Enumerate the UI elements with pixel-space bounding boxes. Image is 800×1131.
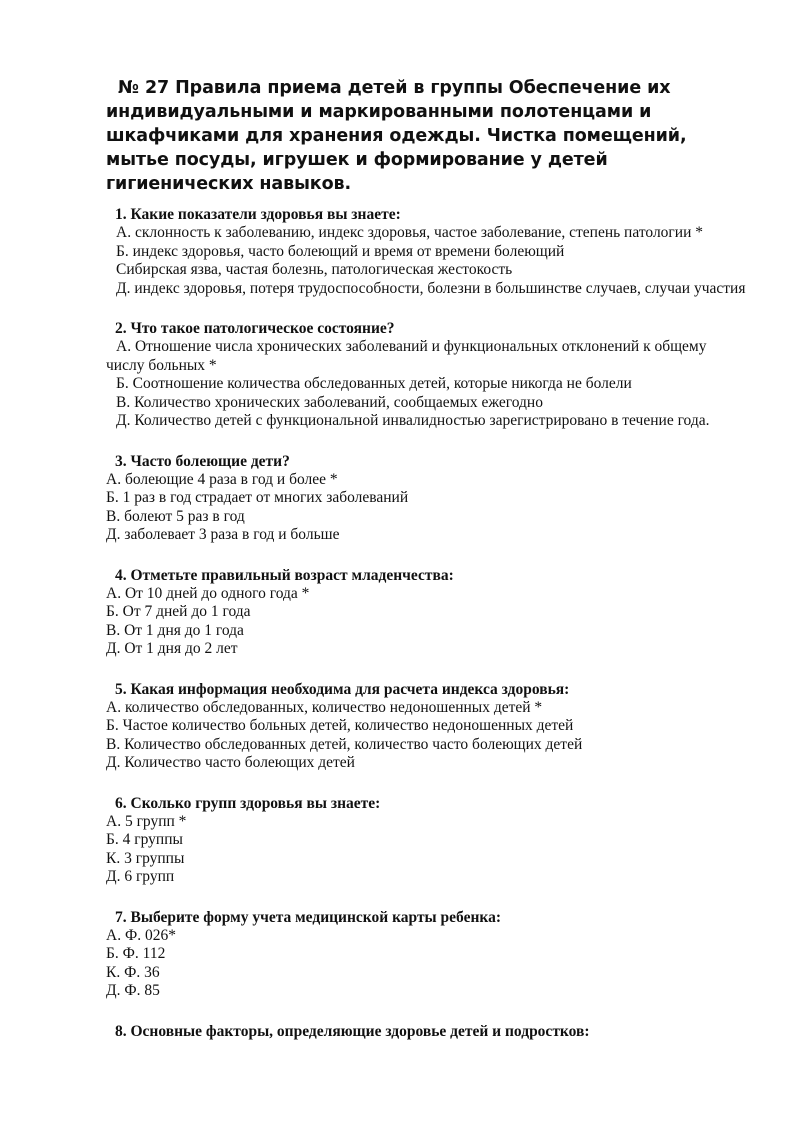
answer-option: Б. Соотношение количества обследованных детей, которые никогда не болели [116, 375, 632, 392]
question-text: 7. Выберите форму учета медицинской карты ребенка: [115, 908, 502, 926]
question-4 [106, 566, 746, 659]
answer-option: А. болеющие 4 раза в год и более * [106, 470, 338, 488]
answer-option: А. Отношение числа хронических заболеваний и функциональных отклонений к общему числу больных * [106, 338, 707, 374]
answer-option: В. Количество хронических заболеваний, сообщаемых ежегодно [116, 393, 543, 411]
answer-option: Д. Количество детей с функциональной инвалидностью зарегистрировано в течение года. [116, 412, 710, 429]
question-text: 8. Основные факторы, определяющие здоровье детей и подростков: [115, 1022, 590, 1040]
answer-option: К. Ф. 36 [106, 963, 160, 981]
answer-option: Б. Частое количество больных детей, количество недоношенных детей [106, 717, 574, 734]
question-text: 2. Что такое патологическое состояние? [115, 320, 395, 337]
answer-option: Сибирская язва, частая болезнь, патологическая жестокость [116, 261, 513, 278]
answer-option: А. Ф. 026* [106, 926, 176, 944]
question-text: 4. Отметьте правильный возраст младенчества: [115, 566, 454, 584]
question-3 [106, 452, 746, 545]
answer-option: А. От 10 дней до одного года * [106, 584, 310, 602]
question-list [106, 205, 746, 1062]
answer-option: А. 5 групп * [106, 812, 187, 830]
answer-option: Д. Ф. 85 [106, 982, 160, 999]
answer-option: Д. заболевает 3 раза в год и больше [106, 526, 340, 543]
question-text: 1. Какие показатели здоровья вы знаете: [115, 206, 401, 223]
question-8 [106, 1022, 746, 1041]
answer-option: Д. От 1 дня до 2 лет [106, 640, 238, 657]
answer-option: В. От 1 дня до 1 года [106, 621, 244, 639]
answer-option: Б. Ф. 112 [106, 945, 166, 962]
question-text: 5. Какая информация необходима для расчета индекса здоровья: [115, 680, 570, 698]
answer-option: Б. 1 раз в год страдает от многих заболеваний [106, 489, 409, 506]
question-text: 6. Сколько групп здоровья вы знаете: [115, 794, 381, 812]
answer-option: Д. индекс здоровья, потеря трудоспособности, болезни в большинстве случаев, случаи участия [116, 279, 746, 297]
answer-option: Д. 6 групп [106, 868, 175, 885]
answer-option: В. болеют 5 раз в год [106, 507, 245, 525]
answer-option: Б. индекс здоровья, часто болеющий и время от времени болеющий [116, 242, 565, 260]
answer-option: Б. От 7 дней до 1 года [106, 603, 251, 620]
question-1 [106, 205, 746, 298]
answer-option: А. склонность к заболеванию, индекс здоровья, частое заболевание, степень патологии * [116, 224, 704, 241]
answer-option: Б. 4 группы [106, 831, 183, 848]
question-text: 3. Часто болеющие дети? [115, 452, 290, 470]
answer-option: А. количество обследованных, количество недоношенных детей * [106, 698, 543, 716]
document-title: № 27 Правила приема детей в группы Обеспечение их индивидуальными и маркированными полотенцами и шкафчиками для хранения одежды. Чистка помещений, мытье посуды, игрушек и формирование у детей гигиенических навыков. [106, 78, 687, 194]
answer-option: К. 3 группы [106, 849, 185, 867]
question-5 [106, 680, 746, 773]
question-7 [106, 908, 746, 1001]
answer-option: Д. Количество часто болеющих детей [106, 754, 355, 771]
question-6 [106, 794, 746, 887]
question-2 [106, 319, 746, 431]
answer-option: В. Количество обследованных детей, количество часто болеющих детей [106, 735, 583, 753]
